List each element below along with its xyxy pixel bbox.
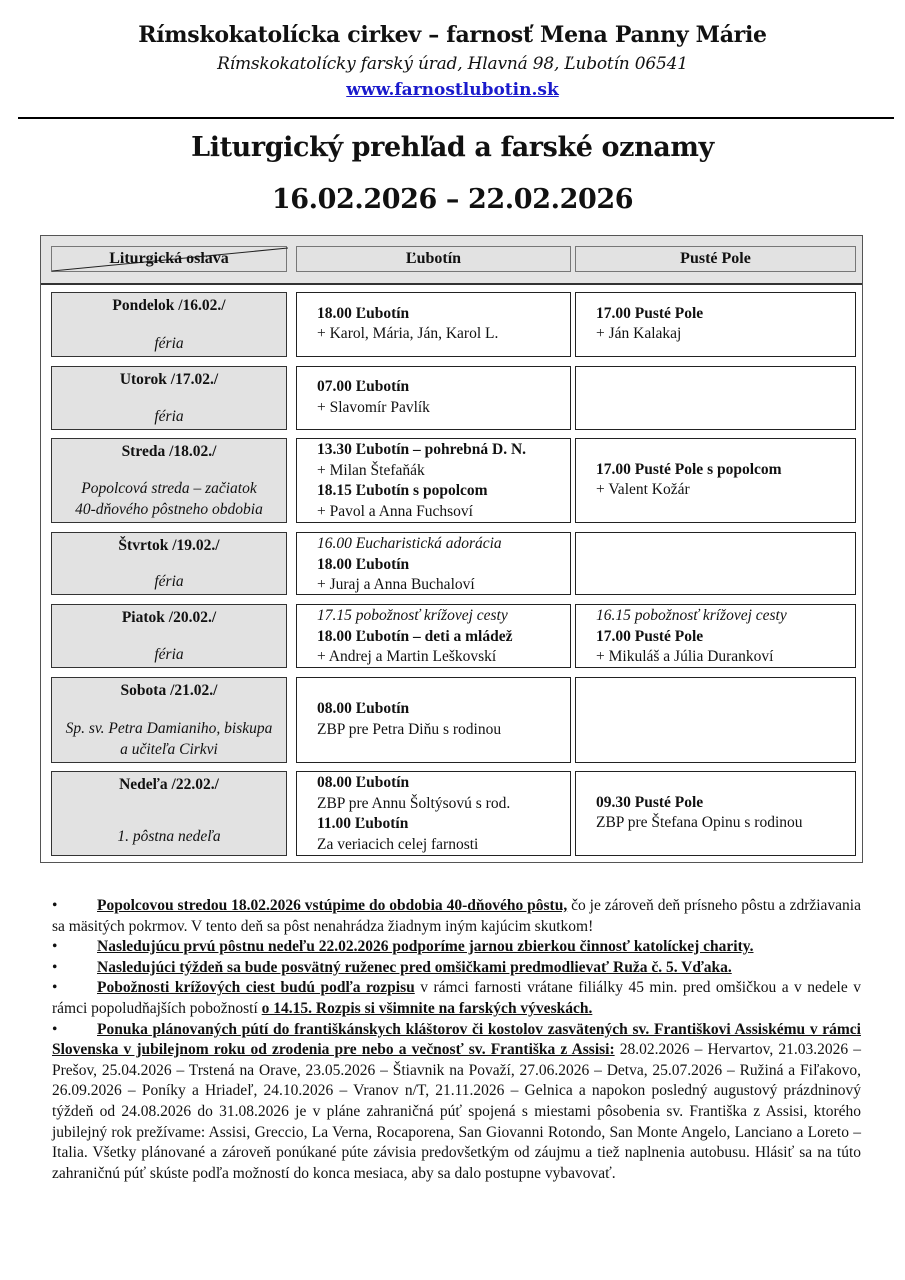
mass-lines [317, 304, 566, 345]
day-cell [51, 604, 287, 668]
liturgical-celebration [52, 334, 286, 355]
mass-line: 16.15 pobožnosť krížovej cesty [596, 607, 787, 624]
announcement-text: čo je zároveň deň prísneho pôstu a zdržiavania sa mäsitých pokrmov. V tento deň sa pôst nenahrádza žiadnym iným kajúcim skutkom! [52, 897, 861, 935]
mass-line: + Slavomír Pavlík [317, 398, 430, 416]
lubotin-cell [296, 604, 571, 668]
mass-lines [596, 304, 851, 345]
mass-line: 18.00 Ľubotín [317, 555, 410, 573]
celebration-line: féria [154, 645, 184, 663]
lubotin-cell [296, 771, 571, 856]
bullet-icon: • [52, 1020, 58, 1038]
day-name: Nedeľa /22.02./ [119, 776, 219, 793]
parish-name: Rímskokatolícka cirkev – farnosť Mena Panny Márie [138, 22, 767, 48]
announcement-item [52, 896, 861, 937]
bullet-icon: • [52, 979, 58, 997]
announcement-headline: Popolcovou stredou 18.02.2026 vstúpime do obdobia 40-dňového pôstu, [97, 897, 568, 914]
celebration-line: 1. pôstna nedeľa [117, 828, 221, 845]
header-divider [18, 117, 894, 119]
mass-line: + Karol, Mária, Ján, Karol L. [317, 325, 499, 342]
announcement-headline: Pobožnosti krížových ciest budú podľa rozpisu [97, 979, 415, 997]
announcements-list [52, 896, 861, 1184]
column-header-celebration: Liturgická oslava [51, 246, 287, 272]
mass-lines [317, 440, 566, 522]
day-cell [51, 366, 287, 430]
lubotin-cell [296, 366, 571, 430]
puste-pole-cell [575, 366, 856, 430]
mass-line: + Pavol a Anna Fuchsoví [317, 502, 473, 520]
mass-line: 16.00 Eucharistická adorácia [317, 535, 502, 552]
celebration-line: Popolcová streda – začiatok [81, 480, 257, 497]
page-title: Liturgický prehľad a farské oznamy [191, 132, 714, 163]
announcement-item [52, 937, 861, 958]
lubotin-cell [296, 532, 571, 595]
liturgical-celebration [52, 479, 286, 520]
announcement-item [52, 1020, 861, 1185]
puste-pole-cell [575, 292, 856, 357]
liturgical-celebration [52, 645, 286, 666]
page-date-range: 16.02.2026 – 22.02.2026 [271, 184, 634, 215]
column-header-lubotin: Ľubotín [296, 246, 571, 272]
mass-lines [317, 773, 566, 855]
mass-line: ZBP pre Štefana Opinu s rodinou [596, 814, 803, 831]
day-cell [51, 292, 287, 357]
lubotin-cell [296, 438, 571, 523]
celebration-line: féria [154, 334, 184, 352]
day-cell [51, 677, 287, 763]
puste-pole-cell [575, 677, 856, 763]
mass-line: 08.00 Ľubotín [317, 700, 410, 717]
mass-line: + Milan Štefaňák [317, 461, 425, 479]
celebration-line: Sp. sv. Petra Damianiho, biskupa [65, 720, 273, 737]
announcement-text: 28.02.2026 – Hervartov, 21.03.2026 – Prešov, 25.04.2026 – Trstená na Orave, 23.05.2026 – Štiavnik na Považí, 27.06.2026 – Detva, 25.07.2026 – Ružiná a Fiľakovo, 26.09.2026 – Poníky a Hriadeľ, 24.10.2026 – Vranov n/T, 21.11.2026 – Gelnica a napokon posledný augustový prázdninový týždeň od 24.08.2026 do 31.08.2026 je v pláne zahraničná púť spojená s miestami pôsobenia sv. Františka z Assisi, ktorého jubilejný rok prežívame: Assisi, Greccio, La Verna, Rocaporena, San Giovanni Rotondo, San Monte Angelo, Lanciano a Loreto – Italia. Všetky plánované a zároveň ponúkané púte závisia predovšetkým od záujmu a tiež naplnenia autobusu. Hlásiť sa na túto zahraničnú púť skúste podľa možností do konca mesiaca, aby sa dalo postupne vybavovať. [52, 1041, 861, 1182]
day-name: Streda /18.02./ [121, 443, 217, 460]
day-cell [51, 532, 287, 595]
day-cell [51, 771, 287, 856]
mass-line: 18.00 Ľubotín [317, 304, 410, 322]
website-link[interactable]: www.farnostlubotin.sk [346, 80, 559, 100]
mass-line: ZBP pre Petra Diňu s rodinou [317, 720, 502, 738]
mass-line: 18.15 Ľubotín s popolcom [317, 482, 488, 499]
mass-lines [317, 606, 566, 668]
celebration-line: féria [154, 407, 184, 425]
schedule-header [41, 236, 862, 285]
mass-line: 17.00 Pusté Pole [596, 627, 704, 645]
mass-lines [596, 460, 851, 501]
announcement-item [52, 978, 861, 1019]
mass-line: + Valent Kožár [596, 481, 690, 498]
mass-line: 13.30 Ľubotín – pohrebná D. N. [317, 441, 527, 458]
lubotin-cell [296, 292, 571, 357]
mass-lines [317, 699, 566, 740]
mass-line: + Juraj a Anna Buchaloví [317, 576, 475, 593]
liturgical-celebration [52, 719, 286, 760]
puste-pole-cell [575, 532, 856, 595]
mass-lines [596, 606, 851, 668]
schedule-table [40, 235, 863, 863]
mass-line: ZBP pre Annu Šoltýsovú s rod. [317, 794, 511, 812]
mass-line: 11.00 Ľubotín [317, 815, 409, 832]
day-name: Utorok /17.02./ [119, 371, 219, 388]
mass-line: 07.00 Ľubotín [317, 378, 410, 395]
liturgical-celebration [52, 572, 286, 593]
column-header-puste-pole: Pusté Pole [575, 246, 856, 272]
mass-lines [317, 534, 566, 596]
announcement-headline: Ponuka plánovaných pútí do františkánskych kláštorov či kostolov zasvätených sv. Františkovi Assiskému v rámci Slovenska v jubilejnom roku od zrodenia pre nebo a večnosť sv. Františka z Assisi: [52, 1020, 861, 1059]
mass-line: 17.00 Pusté Pole [596, 304, 704, 322]
day-name: Pondelok /16.02./ [112, 297, 226, 314]
mass-lines [596, 793, 851, 834]
mass-lines [317, 377, 566, 418]
puste-pole-cell [575, 604, 856, 668]
bullet-icon: • [52, 938, 58, 956]
celebration-line: a učiteľa Cirkvi [120, 740, 218, 758]
mass-line: + Ján Kalakaj [596, 325, 682, 342]
mass-line: + Andrej a Martin Leškovskí [317, 648, 497, 665]
puste-pole-cell [575, 438, 856, 523]
parish-address: Rímskokatolícky farský úrad, Hlavná 98, Ľubotín 06541 [217, 54, 688, 74]
announcement-text: v rámci farnosti vrátane filiálky 45 min. pred omšičkou a v nedele v rámci popoludňajších pobožností [52, 979, 861, 1017]
day-name: Piatok /20.02./ [121, 609, 217, 626]
mass-line: Za veriacich celej farnosti [317, 835, 479, 853]
mass-line: 18.00 Ľubotín – deti a mládež [317, 627, 513, 645]
lubotin-cell [296, 677, 571, 763]
mass-line: + Mikuláš a Júlia Durankoví [596, 648, 774, 665]
bullet-icon: • [52, 897, 58, 914]
mass-line: 09.30 Pusté Pole [596, 793, 704, 811]
announcement-item [52, 958, 861, 979]
mass-line: 17.00 Pusté Pole s popolcom [596, 460, 782, 478]
day-name: Štvrtok /19.02./ [118, 537, 220, 554]
website-link-wrap [0, 80, 905, 100]
bullet-icon: • [52, 958, 58, 976]
announcement-emphasis: o 14.15. Rozpis si všimnite na farských výveskách. [261, 999, 593, 1017]
mass-line: 08.00 Ľubotín [317, 774, 410, 791]
celebration-line: 40-dňového pôstneho obdobia [75, 500, 263, 518]
announcement-headline: Nasledujúcu prvú pôstnu nedeľu 22.02.2026 podporíme jarnou zbierkou činnosť katolíckej charity. [97, 938, 754, 956]
day-cell [51, 438, 287, 523]
mass-line: 17.15 pobožnosť krížovej cesty [317, 607, 508, 624]
day-name: Sobota /21.02./ [120, 682, 218, 699]
puste-pole-cell [575, 771, 856, 856]
liturgical-celebration [52, 407, 286, 428]
celebration-line: féria [154, 572, 184, 590]
announcement-headline: Nasledujúci týždeň sa bude posvätný ruženec pred omšičkami predmodlievať Ruža č. 5. Vďaka. [97, 958, 732, 976]
liturgical-celebration [52, 827, 286, 848]
